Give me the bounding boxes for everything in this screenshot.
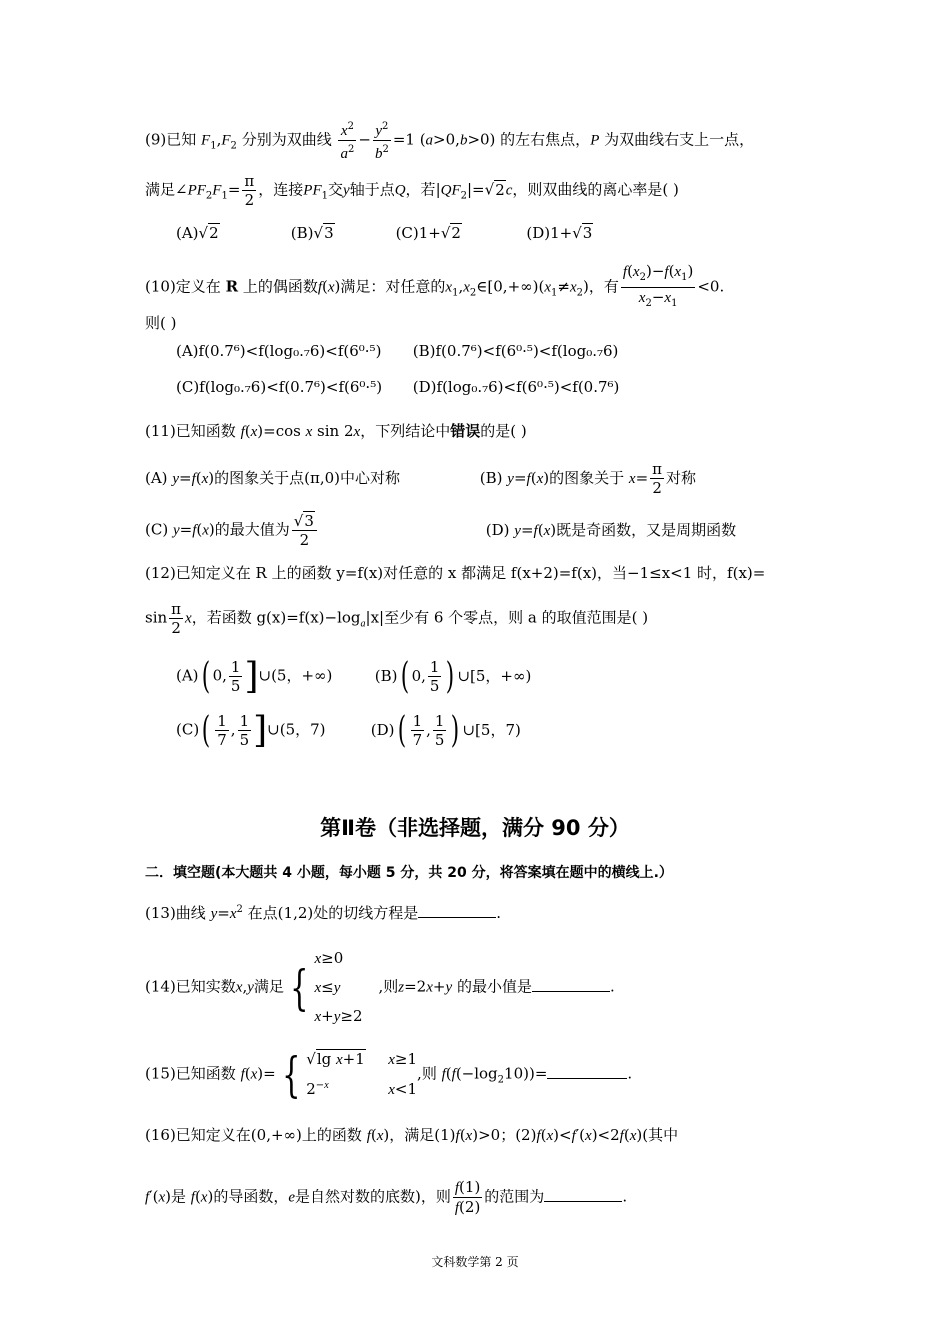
q11-stem: (11)已知函数 f(x)=cos x sin 2x，下列结论中错误的是( ) bbox=[145, 422, 527, 440]
q9-option-a: (A)√2 bbox=[176, 224, 219, 242]
q16-line1: (16)已知定义在(0,+∞)上的函数 f(x)，满足(1)f(x)>0；(2)f(x)<f′(x)<2f(x)(其中 bbox=[145, 1126, 679, 1144]
q10-option-d: (D)f(log₀.₇6)<f(6⁰·⁵)<f(0.7⁶) bbox=[412, 378, 620, 396]
q12-line1: (12)已知定义在 R 上的函数 y=f(x)对任意的 x 都满足 f(x+2)=f(x)，当−1≤x<1 时，f(x)= bbox=[145, 564, 766, 582]
q14-answer-blank[interactable] bbox=[532, 977, 610, 992]
section2-header: 二．填空题(本大题共 4 小题，每小题 5 分，共 20 分，将答案填在题中的横线上.） bbox=[145, 865, 673, 881]
q16-line2: f′(x)是 f(x)的导函数，e是自然对数的底数)，则 $\frac{f(1)}{f(2)}$ 的范围为 . bbox=[145, 1178, 628, 1216]
q13-answer-blank[interactable] bbox=[418, 903, 496, 918]
q10-line1: (10)定义在 R 上的偶函数f(x)满足：对任意的$x_1,x_2\in[0,+\infty)(x_1\ne x_2)$，有 $\frac{f(x_2)-f(x_1)}{x_2-x_1}$ <0. bbox=[145, 262, 725, 309]
q12-option-a: (A)( 0, $\frac{1}{5}$ ]∪(5，+∞) bbox=[176, 655, 333, 697]
q11-option-b: (B) y=f(x)的图象关于 x= $\frac{\pi}{2}$ 对称 bbox=[479, 460, 697, 497]
q10-options-row2 bbox=[176, 378, 619, 396]
part2-title: 第Ⅱ卷（非选择题，满分 90 分） bbox=[320, 816, 630, 840]
q12-option-d: (D)( $\frac{1}{7}$ , $\frac{1}{5}$ ) ∪[5，7) bbox=[370, 709, 521, 751]
q10-option-b: (B)f(0.7⁶)<f(6⁰·⁵)<f(log₀.₇6) bbox=[412, 342, 619, 360]
q15: (15)已知函数 f(x)= { √lg x+1 x≥1 $2^{-x}$ x<1,则 $f(f(-\log_210))=$ . bbox=[145, 1046, 633, 1103]
q13: (13)曲线 $y=x^2$ 在点(1,2)处的切线方程是 . bbox=[145, 904, 502, 922]
q9-option-d: (D)1+√3 bbox=[526, 224, 593, 242]
q10-option-c: (C)f(log₀.₇6)<f(0.7⁶)<f(6⁰·⁵) bbox=[176, 378, 383, 396]
q14: (14)已知实数x,y满足 {x≥0 x≤y x+y≥2,则z=2x+y 的最小值是 . bbox=[145, 949, 615, 1025]
q12-line2: sin $\frac{\pi}{2}$ x，若函数 $g(x)=f(x)-\log_a|x|$至少有 6 个零点，则 a 的取值范围是( ) bbox=[145, 600, 649, 637]
q10-options-row1 bbox=[176, 342, 618, 360]
q16-answer-blank[interactable] bbox=[544, 1187, 622, 1202]
q15-answer-blank[interactable] bbox=[547, 1064, 627, 1079]
q9-option-b: (B)√3 bbox=[290, 224, 334, 242]
q9-options bbox=[176, 224, 593, 242]
q11-option-c: (C) y=f(x)的最大值为 $\frac{√3}{2}$ bbox=[145, 512, 481, 549]
q11-option-a: (A) y=f(x)的图象关于点(π,0)中心对称 bbox=[145, 468, 401, 487]
q11-options-ab bbox=[145, 460, 696, 497]
q11-option-d: (D) y=f(x)既是奇函数，又是周期函数 bbox=[485, 520, 737, 539]
q12-option-c: (C)( $\frac{1}{7}$ , $\frac{1}{5}$ ]∪(5，7) bbox=[176, 709, 326, 751]
q10-option-a: (A)f(0.7⁶)<f(log₀.₇6)<f(6⁰·⁵) bbox=[176, 342, 382, 360]
page-footer: 文科数学第 2 页 bbox=[431, 1255, 519, 1269]
q10-then: 则( ) bbox=[145, 314, 177, 332]
q9-line1: (9)已知 $F_1,F_2$ 分别为双曲线 $\frac{x^2}{a^2}$ − $\frac{y^2}{b^2}$ =1 (a>0,b>0) 的左右焦点，P 为双曲线右支上一点， bbox=[145, 118, 754, 163]
q11-options-cd bbox=[145, 512, 736, 549]
q12-option-b: (B)( 0, $\frac{1}{5}$ ) ∪[5，+∞) bbox=[374, 655, 532, 697]
q12-options-ab bbox=[176, 655, 532, 697]
q12-options-cd bbox=[176, 709, 521, 751]
q9-line2: 满足$\angle PF_2F_1=$ $\frac{\pi}{2}$ ，连接$PF_1$交y轴于点Q，若$|QF_2|=√2c$，则双曲线的离心率是( ) bbox=[145, 172, 679, 209]
q9-option-c: (C)1+√2 bbox=[395, 224, 461, 242]
